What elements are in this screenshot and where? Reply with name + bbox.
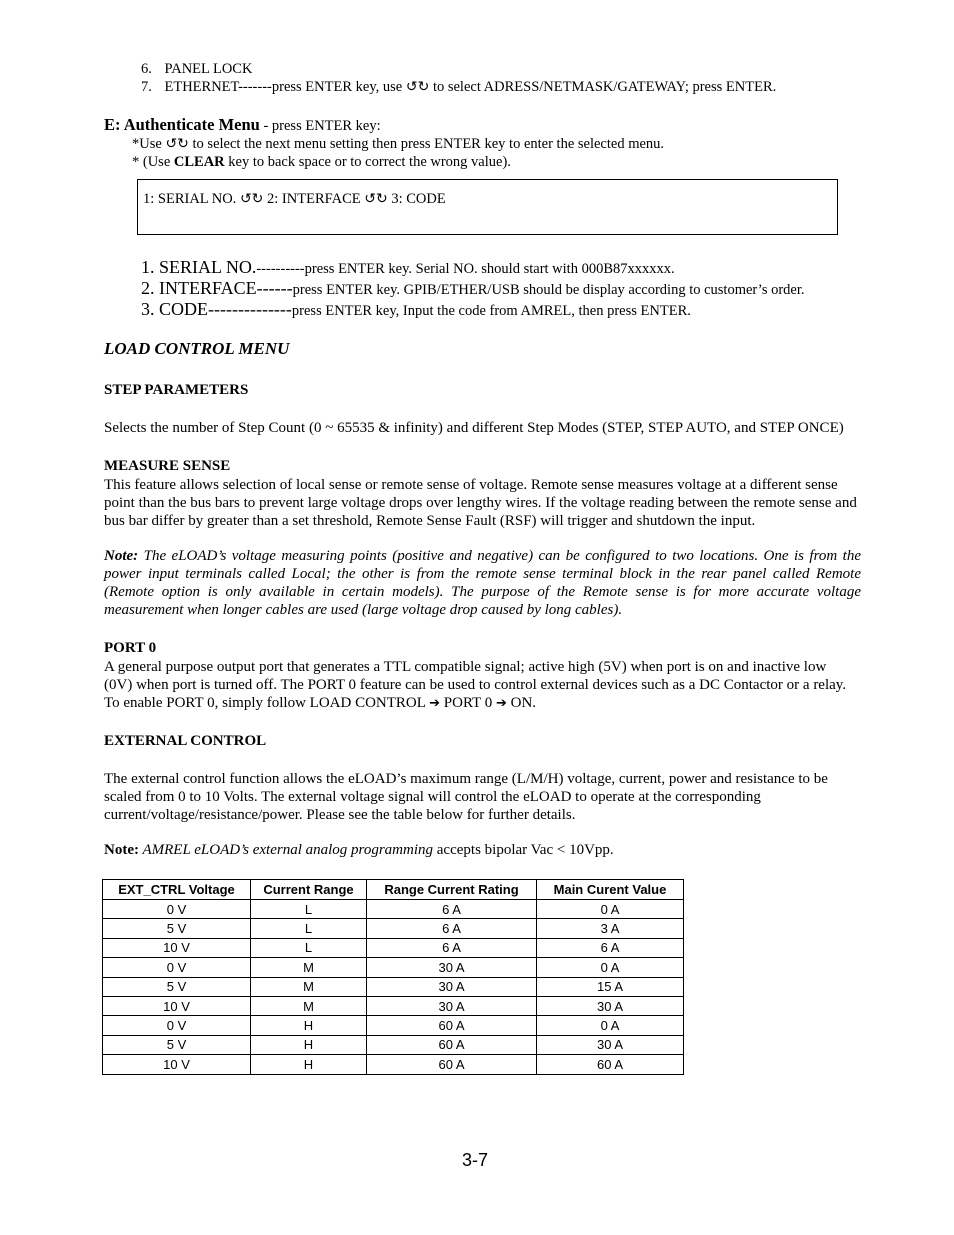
- text: key to back space or to correct the wrong value).: [224, 154, 511, 170]
- table-cell: 6 A: [367, 938, 537, 957]
- table-cell: 5 V: [103, 919, 251, 938]
- note-label: Note:: [104, 548, 139, 564]
- auth-instruction-2: [132, 153, 511, 171]
- table-cell: 6 A: [367, 919, 537, 938]
- table-cell: 30 A: [367, 996, 537, 1015]
- table-cell: 60 A: [367, 1035, 537, 1054]
- note-label: Note:: [104, 842, 139, 858]
- page-number: 3-7: [462, 1150, 489, 1170]
- item-text: press ENTER key. GPIB/ETHER/USB should be display according to customer’s order.: [292, 282, 805, 298]
- column-header: Range Current Rating: [367, 880, 537, 900]
- table-cell: 6 A: [537, 938, 684, 957]
- port0-text: [104, 658, 856, 713]
- section-heading: E: Authenticate Menu: [104, 115, 260, 134]
- table-cell: 5 V: [103, 1035, 251, 1054]
- text: PORT 0: [440, 695, 496, 711]
- arrow-right-icon: ➔: [495, 696, 507, 711]
- external-control-text: The external control function allows the eLOAD’s maximum range (L/M/H) voltage, current, power and resistance to be scaled from 0 to 10 Volts. The external voltage signal will control the eLOAD to operate at the corresponding current/voltage/resistance/power. Please see the table below for further details.: [104, 771, 828, 823]
- item-text: press ENTER key, Input the code from AMREL, then press ENTER.: [291, 303, 691, 319]
- measure-sense-text: This feature allows selection of local sense or remote sense of voltage. Remote sense measures voltage at a different sense point than the bus bars to prevent large voltage drops over lengthy wires. If the voltage reading between the remote sense and bus bar differ by greater than a set threshold, Remote Sense Fault (RSF) will trigger and shutdown the input.: [104, 477, 857, 529]
- table-row: [103, 977, 684, 996]
- table-cell: L: [251, 919, 367, 938]
- ext-ctrl-table: [102, 879, 684, 1075]
- table-row: [103, 919, 684, 938]
- menu-display-box: [137, 179, 838, 235]
- rotate-knob-icon: ↺↻: [165, 136, 189, 152]
- table-cell: 30 A: [537, 996, 684, 1015]
- heading-suffix: - press ENTER key:: [259, 118, 381, 134]
- table-cell: 30 A: [367, 977, 537, 996]
- table-cell: 3 A: [537, 919, 684, 938]
- table-cell: 0 A: [537, 1016, 684, 1035]
- external-control-note: [104, 841, 614, 859]
- arrow-right-icon: ➔: [429, 696, 441, 711]
- table-cell: 10 V: [103, 996, 251, 1015]
- table-row: [103, 996, 684, 1015]
- list-text: PANEL LOCK: [164, 61, 253, 77]
- auth-heading-line: [104, 115, 381, 135]
- table-cell: 6 A: [367, 900, 537, 919]
- text: 1: SERIAL NO.: [143, 191, 240, 207]
- table-cell: 0 V: [103, 900, 251, 919]
- auth-instruction-1: [132, 135, 664, 153]
- item-dashes: ----------: [256, 261, 305, 277]
- table-cell: 0 V: [103, 958, 251, 977]
- text: * (Use: [132, 154, 174, 170]
- column-header: Main Curent Value: [537, 880, 684, 900]
- table-cell: L: [251, 938, 367, 957]
- table-cell: 5 V: [103, 977, 251, 996]
- table-cell: L: [251, 900, 367, 919]
- text: 3: CODE: [387, 191, 446, 207]
- clear-key-label: CLEAR: [173, 154, 225, 170]
- table-row: [103, 1016, 684, 1035]
- table-cell: 30 A: [537, 1035, 684, 1054]
- table-cell: 60 A: [367, 1055, 537, 1074]
- table-cell: 15 A: [537, 977, 684, 996]
- text: *Use: [132, 136, 166, 152]
- text: ON.: [506, 695, 537, 711]
- measure-sense-heading: MEASURE SENSE: [104, 458, 231, 474]
- text: 2: INTERFACE: [263, 191, 365, 207]
- column-header: Current Range: [251, 880, 367, 900]
- list-text: ETHERNET-------press ENTER key, use: [164, 79, 406, 95]
- table-row: [103, 958, 684, 977]
- table-cell: H: [251, 1016, 367, 1035]
- table-cell: 0 V: [103, 1016, 251, 1035]
- table-cell: H: [251, 1035, 367, 1054]
- table-cell: M: [251, 996, 367, 1015]
- list-item-6: [141, 60, 252, 78]
- note-text: The eLOAD’s voltage measuring points (positive and negative) can be configured to two locations. One is from the power input terminals called Local; the other is from the remote sense terminal block in the rear panel called Remote (Remote option is only available in certain models). The purpose of the Remote sense is for more accurate voltage measurement when longer cables are used (large voltage drop caused by long cables).: [104, 548, 861, 618]
- item-text: press ENTER key. Serial NO. should start with 000B87xxxxxx.: [304, 261, 675, 277]
- note-italic: AMREL eLOAD’s external analog programming: [138, 842, 434, 858]
- table-cell: 10 V: [103, 1055, 251, 1074]
- text: to select the next menu setting then press ENTER key to enter the selected menu.: [188, 136, 665, 152]
- load-control-title: LOAD CONTROL MENU: [104, 339, 290, 358]
- list-number: 7.: [141, 79, 152, 95]
- step-parameters-heading: STEP PARAMETERS: [104, 382, 249, 398]
- list-number: 6.: [141, 61, 152, 77]
- table-cell: 60 A: [367, 1016, 537, 1035]
- auth-item-code: [141, 299, 691, 320]
- step-parameters-text: Selects the number of Step Count (0 ~ 65535 & infinity) and different Step Modes (STEP, STEP AUTO, and STEP ONCE): [104, 420, 844, 436]
- table-cell: 0 A: [537, 958, 684, 977]
- rotate-knob-icon: ↺↻: [239, 191, 264, 207]
- external-control-heading: EXTERNAL CONTROL: [104, 733, 267, 749]
- table-cell: M: [251, 958, 367, 977]
- item-head: 3. CODE--------------: [141, 299, 292, 319]
- rotate-knob-icon: ↺↻: [364, 191, 388, 207]
- table-header-row: [103, 880, 684, 900]
- menu-display-text: [143, 191, 446, 208]
- table-cell: H: [251, 1055, 367, 1074]
- table-row: [103, 900, 684, 919]
- text: A general purpose output port that generates a TTL compatible signal; active high (5V) when port is on and inactive low (0V) when port is turned off. The PORT 0 feature can be used to control external devices such as a DC Contactor or a relay. To enable PORT 0, simply follow LOAD CONTROL: [104, 659, 847, 711]
- table-cell: 60 A: [537, 1055, 684, 1074]
- item-head: 1. SERIAL NO.: [141, 257, 257, 277]
- table-cell: 0 A: [537, 900, 684, 919]
- measure-sense-note: [104, 547, 861, 619]
- table-cell: M: [251, 977, 367, 996]
- auth-item-serial: [141, 257, 675, 278]
- column-header: EXT_CTRL Voltage: [103, 880, 251, 900]
- table-cell: 30 A: [367, 958, 537, 977]
- item-head: 2. INTERFACE------: [141, 278, 293, 298]
- list-text: to select ADRESS/NETMASK/GATEWAY; press ENTER.: [429, 79, 777, 95]
- table-row: [103, 938, 684, 957]
- port0-heading: PORT 0: [104, 640, 157, 656]
- note-text: accepts bipolar Vac < 10Vpp.: [433, 842, 614, 858]
- auth-item-interface: [141, 278, 805, 299]
- rotate-knob-icon: ↺↻: [405, 79, 430, 95]
- list-item-7: [141, 78, 776, 96]
- table-row: [103, 1035, 684, 1054]
- table-row: [103, 1055, 684, 1074]
- table-cell: 10 V: [103, 938, 251, 957]
